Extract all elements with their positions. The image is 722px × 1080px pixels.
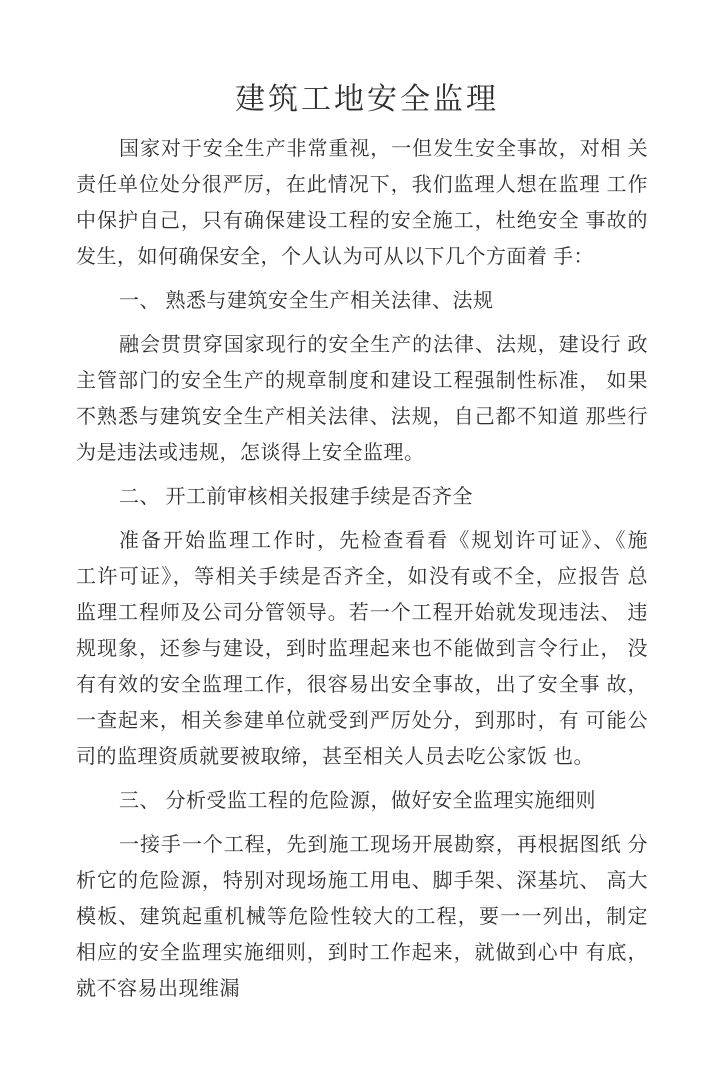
document-body: [76, 131, 648, 1007]
text-line: 析它的危险源，特别对现场施工用电、脚手架、深基坑、 高大: [76, 870, 648, 892]
text-line: 准备开始监理工作时，先检查看看《规划许可证》、《施: [119, 530, 648, 552]
text-line: 不熟悉与建筑安全生产相关法律、法规，自己都不知道 那些行: [76, 406, 648, 428]
text-line: 发生，如何确保安全，个人认为可从以下几个方面着 手：: [76, 246, 594, 268]
text-line: 规现象，还参与建设，到时监理起来也不能做到言令行止， 没: [76, 638, 648, 660]
text-line: 司的监理资质就要被取缔，甚至相关人员去吃公家饭 也。: [76, 746, 594, 768]
text-line: 相应的安全监理实施细则，到时工作起来，就做到心中 有底，: [76, 942, 648, 964]
text-line: 责任单位处分很严厉，在此情况下，我们监理人想在监理 工作: [76, 174, 648, 196]
text-line: 主管部门的安全生产的规章制度和建设工程强制性标准， 如果: [76, 370, 648, 392]
text-line: 国家对于安全生产非常重视，一但发生安全事故，对相 关: [119, 138, 648, 160]
paragraph: [76, 131, 648, 275]
paragraph: [76, 523, 648, 775]
paragraph: [76, 327, 648, 471]
text-line: 一接手一个工程，先到施工现场开展勘察，再根据图纸 分: [119, 834, 648, 856]
section-heading: 三、 分析受监工程的危险源，做好安全监理实施细则: [119, 790, 596, 812]
text-line: 为是违法或违规，怎谈得上安全监理。: [76, 442, 425, 464]
text-line: 中保护自己，只有确保建设工程的安全施工，杜绝安全 事故的: [76, 210, 648, 232]
text-line: 就不容易出现维漏: [76, 978, 240, 1000]
text-line: 有有效的安全监理工作，很容易出安全事故，出了安全事 故，: [76, 674, 648, 696]
text-line: 融会贯贯穿国家现行的安全生产的法律、法规，建设行 政: [119, 334, 648, 356]
document-title: 建筑工地安全监理: [235, 83, 499, 116]
text-line: 模板、建筑起重机械等危险性较大的工程，要一一列出，制定: [76, 906, 648, 928]
text-line: 一查起来，相关参建单位就受到严厉处分，到那时，有 可能公: [76, 710, 648, 732]
text-line: 监理工程师及公司分管领导。若一个工程开始就发现违法、 违: [76, 602, 648, 624]
text-line: 工许可证》，等相关手续是否齐全，如没有或不全，应报告 总: [76, 566, 648, 588]
paragraph: [76, 827, 648, 1007]
section-heading: 二、 开工前审核相关报建手续是否齐全: [119, 486, 473, 508]
section-heading: 一、 熟悉与建筑安全生产相关法律、法规: [119, 290, 494, 312]
